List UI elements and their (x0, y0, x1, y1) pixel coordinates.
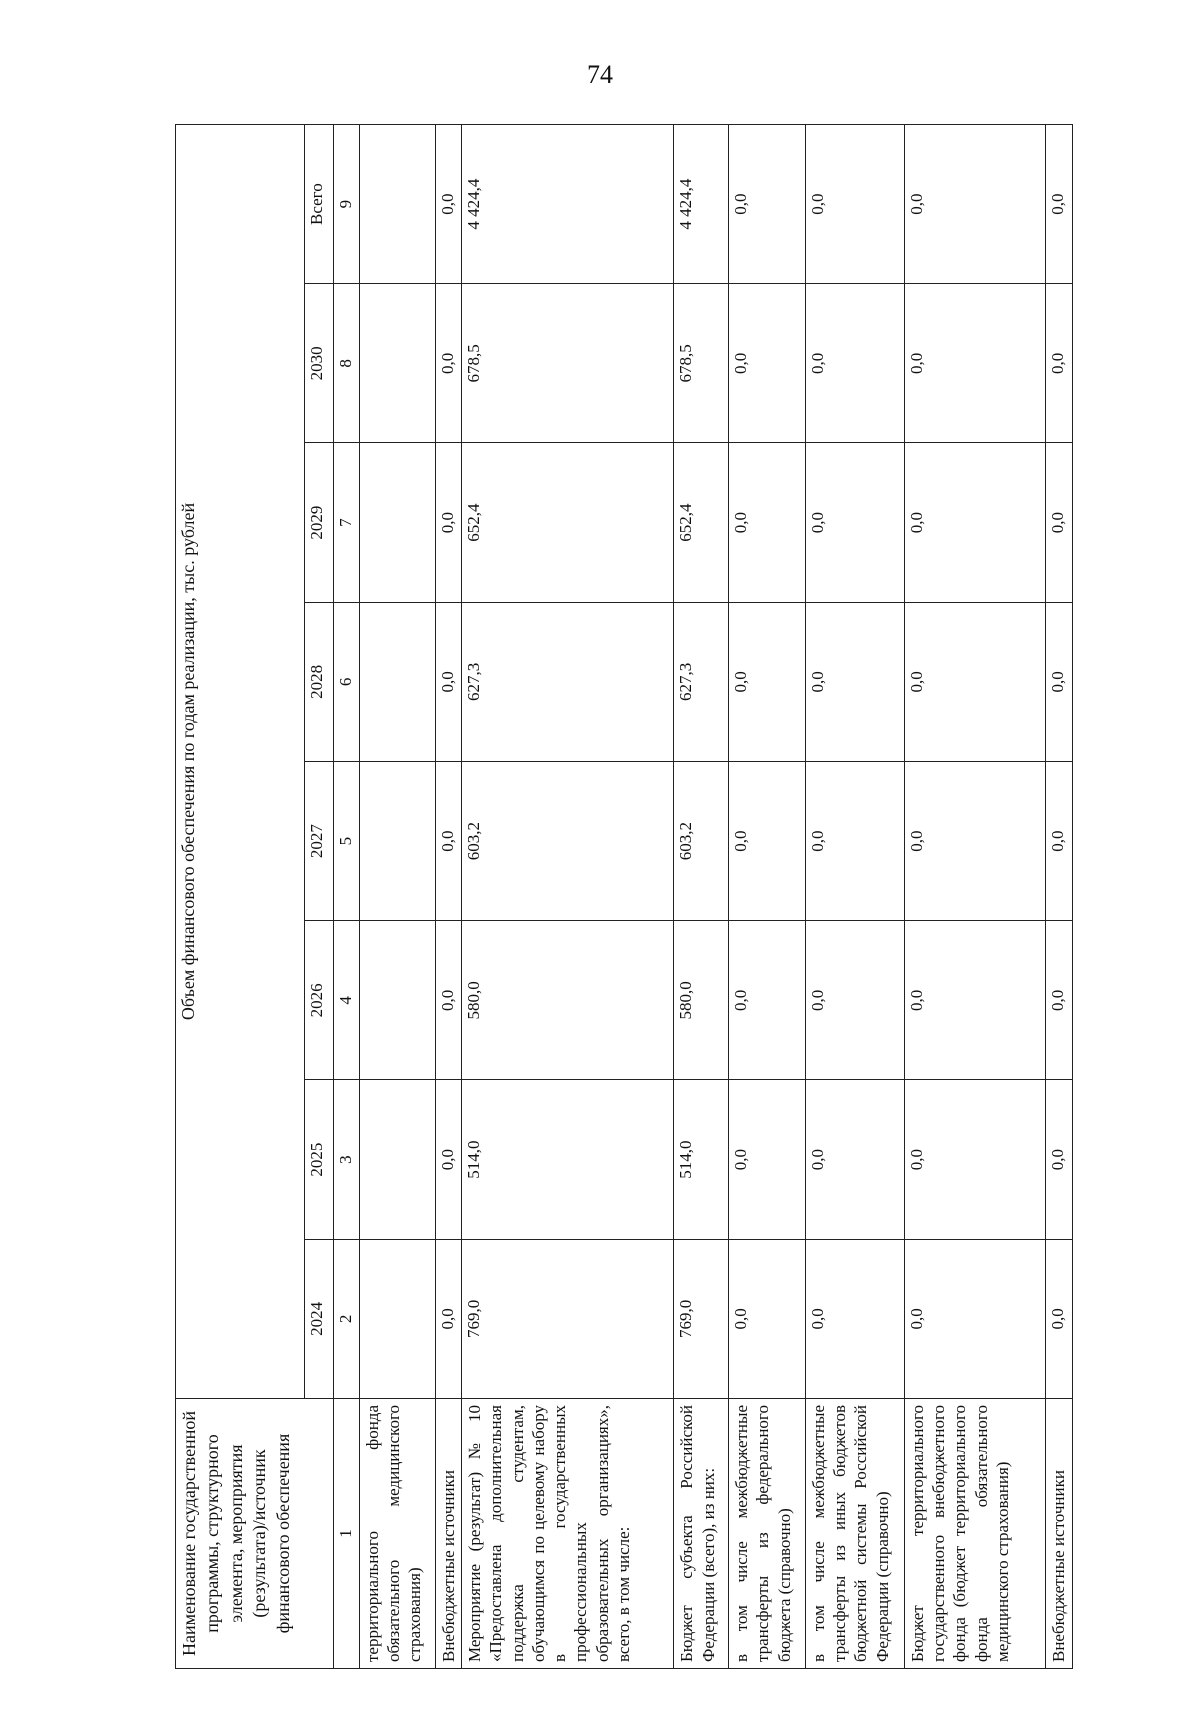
value-cell: 0,0 (435, 602, 462, 761)
column-number-cell: 2 (333, 1239, 359, 1398)
column-number-cell: 1 (333, 1399, 359, 1669)
value-cell: 0,0 (805, 921, 904, 1080)
value-cell: 627,3 (462, 602, 674, 761)
value-cell: 0,0 (904, 443, 1045, 602)
table-header-row (176, 125, 305, 1669)
value-cell: 0,0 (904, 1080, 1045, 1239)
value-cell: 0,0 (904, 921, 1045, 1080)
value-cell (359, 762, 435, 921)
value-cell: 678,5 (462, 284, 674, 443)
value-cell: 0,0 (729, 443, 806, 602)
table-row (805, 125, 904, 1669)
value-cell: 0,0 (1046, 284, 1073, 443)
value-cell: 0,0 (729, 921, 806, 1080)
row-name-cell: в том числе межбюджетные трансферты из федерального бюджета (справочно) (729, 1399, 806, 1669)
value-cell: 0,0 (904, 762, 1045, 921)
value-cell: 0,0 (805, 284, 904, 443)
value-cell: 580,0 (674, 921, 729, 1080)
page-number: 74 (587, 60, 613, 89)
value-cell: 0,0 (1046, 602, 1073, 761)
year-cell: 2025 (305, 1080, 333, 1239)
value-cell: 603,2 (674, 762, 729, 921)
value-cell: 0,0 (805, 125, 904, 284)
value-cell: 0,0 (805, 1080, 904, 1239)
value-cell (359, 921, 435, 1080)
year-cell: 2027 (305, 762, 333, 921)
column-number-cell: 4 (333, 921, 359, 1080)
table-row (729, 125, 806, 1669)
value-cell: 0,0 (435, 1239, 462, 1398)
value-cell: 0,0 (729, 284, 806, 443)
value-cell: 0,0 (904, 1239, 1045, 1398)
value-cell: 0,0 (729, 762, 806, 921)
value-cell: 0,0 (435, 125, 462, 284)
value-cell: 0,0 (729, 1239, 806, 1398)
value-cell: 4 424,4 (674, 125, 729, 284)
column-number-cell: 8 (333, 284, 359, 443)
value-cell: 0,0 (1046, 1080, 1073, 1239)
table-row (435, 125, 462, 1669)
row-name-cell: Внебюджетные источники (435, 1399, 462, 1669)
value-cell: 678,5 (674, 284, 729, 443)
table-row (904, 125, 1045, 1669)
value-cell: 0,0 (435, 921, 462, 1080)
value-cell: 0,0 (805, 602, 904, 761)
row-name-cell: в том числе межбюджетные трансферты из иных бюджетов бюджетной системы Российской Федерации (справочно) (805, 1399, 904, 1669)
header-name-cell: Наименование государственной программы, структурного элемента, мероприятия (результата)/источник финансового обеспечения (176, 1399, 334, 1669)
value-cell: 0,0 (904, 284, 1045, 443)
value-cell (359, 1239, 435, 1398)
value-cell: 0,0 (435, 443, 462, 602)
value-cell (359, 284, 435, 443)
row-name-cell: Бюджет субъекта Российской Федерации (всего), из них: (674, 1399, 729, 1669)
table-row (359, 125, 435, 1669)
row-name-cell: Внебюджетные источники (1046, 1399, 1073, 1669)
financing-table (175, 124, 1073, 1669)
value-cell: 0,0 (1046, 762, 1073, 921)
value-cell: 652,4 (674, 443, 729, 602)
column-number-cell: 3 (333, 1080, 359, 1239)
value-cell: 0,0 (1046, 1239, 1073, 1398)
value-cell: 627,3 (674, 602, 729, 761)
rotated-table-container (175, 124, 1073, 1669)
year-cell: 2030 (305, 284, 333, 443)
value-cell: 0,0 (435, 1080, 462, 1239)
total-header-cell: Всего (305, 125, 333, 284)
value-cell: 0,0 (1046, 921, 1073, 1080)
table-row (674, 125, 729, 1669)
value-cell (359, 602, 435, 761)
column-numbers-row (333, 125, 359, 1669)
value-cell: 0,0 (904, 602, 1045, 761)
column-number-cell: 9 (333, 125, 359, 284)
value-cell: 0,0 (805, 762, 904, 921)
value-cell (359, 443, 435, 602)
table-row (1046, 125, 1073, 1669)
value-cell: 652,4 (462, 443, 674, 602)
value-cell: 580,0 (462, 921, 674, 1080)
year-cell: 2028 (305, 602, 333, 761)
year-cell: 2024 (305, 1239, 333, 1398)
value-cell: 0,0 (1046, 125, 1073, 284)
value-cell: 514,0 (462, 1080, 674, 1239)
value-cell: 769,0 (674, 1239, 729, 1398)
value-cell: 514,0 (674, 1080, 729, 1239)
value-cell (359, 125, 435, 284)
value-cell: 0,0 (805, 443, 904, 602)
column-number-cell: 7 (333, 443, 359, 602)
value-cell: 0,0 (805, 1239, 904, 1398)
column-number-cell: 5 (333, 762, 359, 921)
row-name-cell: Бюджет территориального государственного внебюджетного фонда (бюджет территориального фонда обязательного медицинского страхования) (904, 1399, 1045, 1669)
row-name-cell: территориального фонда обязательного медицинского страхования) (359, 1399, 435, 1669)
row-name-cell: Мероприятие (результат) № 10 «Предоставлена дополнительная поддержка студентам, обучающимся по целевому набору в государственных профессиональных образовательных организациях», всего, в том числе: (462, 1399, 674, 1669)
value-cell: 0,0 (435, 762, 462, 921)
value-cell: 769,0 (462, 1239, 674, 1398)
year-cell: 2026 (305, 921, 333, 1080)
header-volume-cell: Объем финансового обеспечения по годам реализации, тыс. рублей (176, 125, 305, 1399)
table-row (462, 125, 674, 1669)
value-cell: 0,0 (435, 284, 462, 443)
column-number-cell: 6 (333, 602, 359, 761)
value-cell (359, 1080, 435, 1239)
value-cell: 0,0 (904, 125, 1045, 284)
value-cell: 0,0 (1046, 443, 1073, 602)
value-cell: 0,0 (729, 602, 806, 761)
value-cell: 0,0 (729, 125, 806, 284)
year-cell: 2029 (305, 443, 333, 602)
value-cell: 0,0 (729, 1080, 806, 1239)
value-cell: 603,2 (462, 762, 674, 921)
value-cell: 4 424,4 (462, 125, 674, 284)
